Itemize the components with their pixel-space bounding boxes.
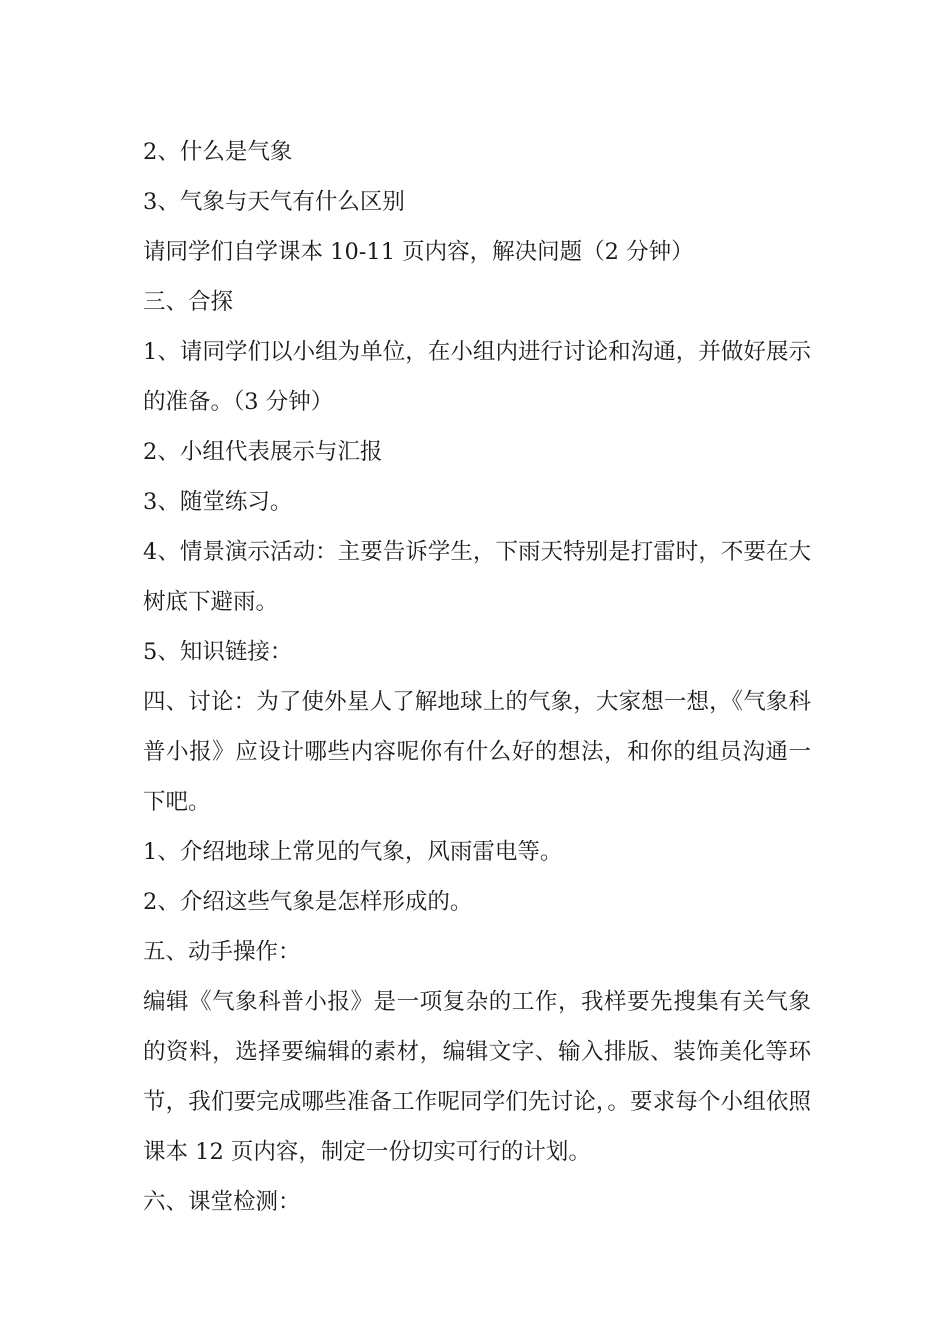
paragraph-group-discussion: 1、请同学们以小组为单位，在小组内进行讨论和沟通，并做好展示的准备。（3 分钟） [143,339,811,415]
paragraph-scenario-activity: 4、情景演示活动：主要告诉学生，下雨天特别是打雷时，不要在大树底下避雨。 [143,539,811,615]
section-heading-group-explore: 三、合探 [143,289,234,315]
paragraph-weather-formation: 2、介绍这些气象是怎样形成的。 [143,889,473,915]
paragraph-what-is-weather: 2、什么是气象 [143,139,293,165]
paragraph-weather-difference: 3、气象与天气有什么区别 [143,189,405,215]
paragraph-practice: 3、随堂练习。 [143,489,293,515]
paragraph-self-study: 请同学们自学课本 10-11 页内容，解决问题（2 分钟） [143,239,694,265]
paragraph-knowledge-link: 5、知识链接： [143,639,293,665]
paragraph-newspaper-editing: 编辑《气象科普小报》是一项复杂的工作，我样要先搜集有关气象的资料，选择要编辑的素材，编辑文字、输入排版、装饰美化等环节，我们要完成哪些准备工作呢同学们先讨论，。要求每个小组依照课本 12 页内容，制定一份切实可行的计划。 [143,989,811,1165]
section-heading-hands-on: 五、动手操作： [143,939,301,965]
section-heading-discussion: 四、讨论：为了使外星人了解地球上的气象，大家想一想，《气象科普小报》应设计哪些内容呢你有什么好的想法，和你的组员沟通一下吧。 [143,689,811,815]
paragraph-group-report: 2、小组代表展示与汇报 [143,439,383,465]
document-body [143,127,811,1227]
paragraph-common-weather: 1、介绍地球上常见的气象，风雨雷电等。 [143,839,563,865]
section-heading-class-test: 六、课堂检测： [143,1189,301,1215]
